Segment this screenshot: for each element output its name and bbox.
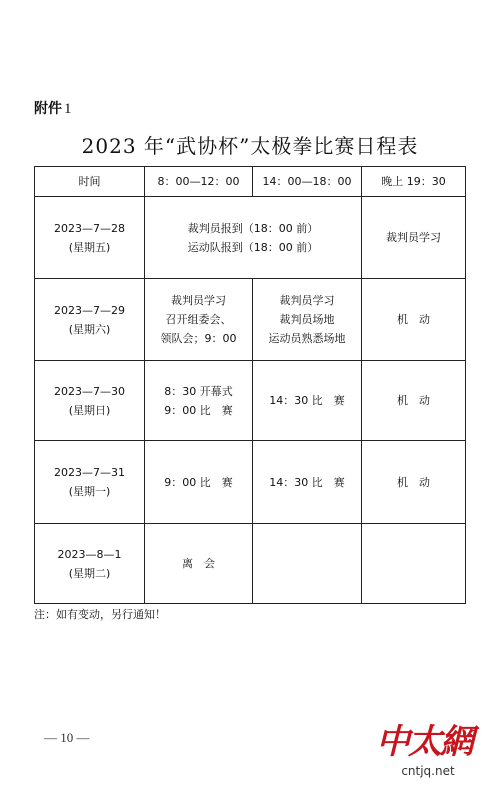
cell-line: 裁判员学习 xyxy=(279,294,335,307)
afternoon-cell xyxy=(253,441,362,524)
header-evening: 晚上 19：30 xyxy=(362,167,466,197)
cell-line: 领队会；9：00 xyxy=(160,332,237,345)
date-text: 2023—7—31 xyxy=(54,466,125,479)
header-morning: 8：00—12：00 xyxy=(145,167,253,197)
cell-line: 运动员熟悉场地 xyxy=(268,332,346,345)
cell-line: 运动队报到（18：00 前） xyxy=(187,240,319,254)
attachment-text: 附件 xyxy=(34,101,62,117)
cell-line: 8：30 开幕式 xyxy=(164,384,233,398)
cell-line: 召开组委会、 xyxy=(165,313,232,326)
date-text: 2023—7—30 xyxy=(54,384,125,398)
document-title: 2023 年“武协杯”太极拳比赛日程表 xyxy=(81,134,419,158)
weekday-text: (星期五) xyxy=(68,240,111,254)
evening-cell xyxy=(362,197,466,279)
cell-line: 裁判员学习 xyxy=(171,294,226,307)
watermark-logo: 中太網 xyxy=(376,722,472,762)
cell-line: 14：30 比 赛 xyxy=(269,394,345,407)
evening-cell xyxy=(362,524,466,604)
weekday-text: (星期日) xyxy=(68,403,111,417)
date-cell xyxy=(35,197,145,279)
header-time: 时间 xyxy=(35,167,145,197)
date-cell xyxy=(35,279,145,361)
header-afternoon: 14：00—18：00 xyxy=(253,167,362,197)
date-cell xyxy=(35,441,145,524)
table-row xyxy=(35,197,466,279)
cell-line: 裁判员报到（18：00 前） xyxy=(187,221,319,235)
watermark-url: cntjq.net xyxy=(401,764,455,778)
date-text: 2023—7—29 xyxy=(54,303,125,317)
weekday-text: (星期六) xyxy=(68,322,111,336)
afternoon-cell xyxy=(253,524,362,604)
cell-line: 9：00 比 赛 xyxy=(164,475,233,489)
cell-line: 14：30 比 赛 xyxy=(269,475,345,489)
cell-line: 裁判员场地 xyxy=(279,313,335,326)
cell-line: 机 动 xyxy=(397,313,430,326)
evening-cell xyxy=(362,361,466,441)
table-header-row xyxy=(35,167,466,197)
morning-cell xyxy=(145,279,253,361)
cell-line: 离 会 xyxy=(182,557,215,570)
evening-cell xyxy=(362,279,466,361)
cell-line: 机 动 xyxy=(397,394,430,407)
date-cell xyxy=(35,524,145,604)
morning-cell xyxy=(145,524,253,604)
table-row xyxy=(35,279,466,361)
evening-cell xyxy=(362,441,466,524)
table-row xyxy=(35,361,466,441)
cell-line: 裁判员学习 xyxy=(386,231,441,244)
morning-cell xyxy=(145,361,253,441)
afternoon-cell xyxy=(253,279,362,361)
date-text: 2023—7—28 xyxy=(54,221,125,235)
attachment-number: 1 xyxy=(64,101,72,117)
weekday-text: (星期二) xyxy=(68,566,111,580)
cell-line: 机 动 xyxy=(397,475,430,489)
table-row xyxy=(35,441,466,524)
schedule-table xyxy=(34,166,466,604)
afternoon-cell xyxy=(253,361,362,441)
weekday-text: (星期一) xyxy=(68,485,111,498)
merged-day-cell xyxy=(145,197,362,279)
page-number: — 10 — xyxy=(44,730,90,745)
footnote: 注：如有变动，另行通知！ xyxy=(34,608,166,621)
date-text: 2023—8—1 xyxy=(57,547,122,561)
table-row xyxy=(35,524,466,604)
morning-cell xyxy=(145,441,253,524)
attachment-label xyxy=(34,98,72,118)
cell-line: 9：00 比 赛 xyxy=(164,403,233,417)
date-cell xyxy=(35,361,145,441)
